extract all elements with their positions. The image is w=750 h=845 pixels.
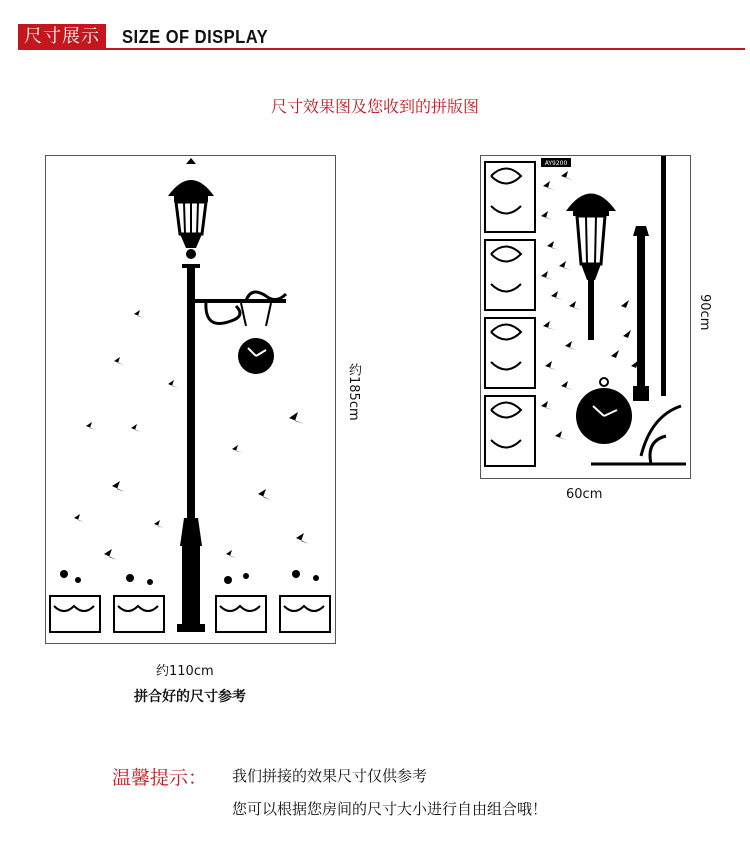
assembled-width-label: 约110cm [156,664,214,679]
header-divider [18,48,745,50]
sheet-illustration [481,156,690,478]
notice-line-1: 我们拼接的效果尺寸仅供参考 [232,767,428,785]
assembled-height-label: 约185cm [346,363,361,421]
assembled-preview-panel [45,155,336,644]
subtitle: 尺寸效果图及您收到的拼版图 [270,97,479,116]
section-badge: 尺寸展示 [18,24,106,50]
sheet-layout-panel [480,155,691,479]
assembled-caption: 拼合好的尺寸参考 [134,689,246,705]
lamp-post-illustration [46,156,335,643]
notice-label: 温馨提示： [112,767,208,789]
sheet-width-label: 60cm [566,487,603,502]
sheet-height-label: 90cm [697,294,712,331]
notice-line-2: 您可以根据您房间的尺寸大小进行自由组合哦！ [232,800,548,818]
section-title-en: SIZE OF DISPLAY [122,27,269,47]
sheet-code: AY9200 [544,160,568,167]
